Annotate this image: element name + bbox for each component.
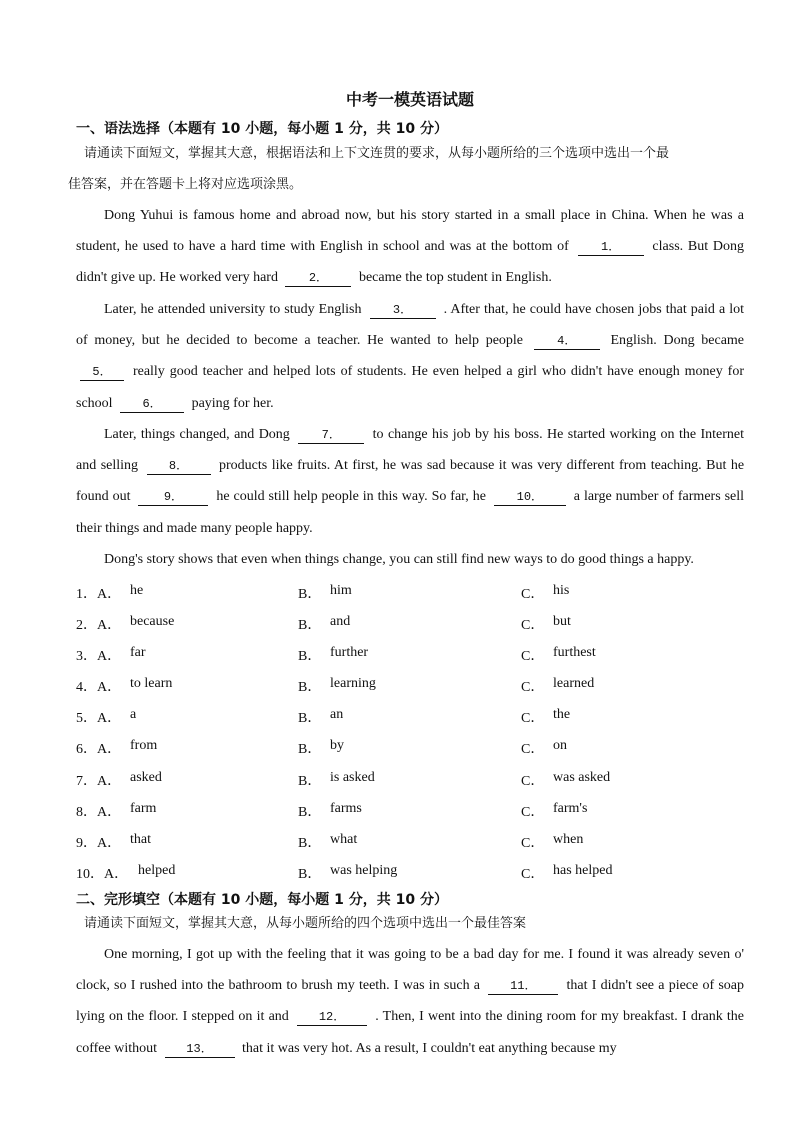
option-b[interactable]: an bbox=[330, 707, 344, 723]
passage-text: really good teacher and helped lots of students. He even helped a girl who didn't have enough money for school bbox=[76, 364, 745, 411]
option-a[interactable]: to learn bbox=[130, 676, 173, 692]
passage1-paragraph3 bbox=[76, 419, 744, 544]
question-number: 10．A． bbox=[76, 866, 129, 882]
passage-text: . Then, I went into the dining room for my breakfast. I drank the coffee without bbox=[76, 1009, 745, 1056]
option-b-label: B． bbox=[298, 618, 322, 634]
exam-title: 中考一模英语试题 bbox=[345, 90, 474, 109]
passage-text: . After that, he could have chosen jobs that paid a lot of money, but he decided to become a teacher. He wanted to help people bbox=[76, 302, 745, 349]
question-number: 7．A． bbox=[76, 773, 122, 789]
option-a[interactable]: he bbox=[130, 583, 144, 598]
option-a[interactable]: because bbox=[130, 614, 175, 630]
passage-text: to change his job by his boss. He started working on the Internet and selling bbox=[76, 427, 745, 474]
option-b-label: B． bbox=[298, 680, 322, 696]
option-b-label: B． bbox=[298, 711, 322, 727]
option-c[interactable]: furthest bbox=[553, 645, 596, 661]
option-a[interactable]: from bbox=[130, 738, 158, 754]
passage-text: became the top student in English. bbox=[358, 270, 552, 286]
question-number: 2．A． bbox=[76, 618, 122, 634]
option-row bbox=[76, 669, 744, 700]
option-b-label: B． bbox=[298, 773, 322, 789]
option-b[interactable]: further bbox=[330, 645, 369, 661]
passage-text: One morning, I got up with the feeling that it was going to be a bad day for me. I found it was already seven o' clock, so I rushed into the bathroom to brush my teeth. I was in such a bbox=[76, 947, 744, 994]
option-c-label: C． bbox=[521, 711, 545, 727]
option-a[interactable]: farm bbox=[130, 800, 157, 816]
option-a[interactable]: that bbox=[130, 831, 151, 847]
section2-heading: 二、完形填空（本题有 10 小题，每小题 1 分，共 10 分） bbox=[76, 892, 448, 908]
option-b[interactable]: farms bbox=[330, 800, 362, 816]
passage1-paragraph1 bbox=[76, 200, 744, 294]
option-row bbox=[76, 825, 744, 856]
question-number: 9．A． bbox=[76, 835, 122, 851]
option-b-label: B． bbox=[298, 587, 322, 602]
option-b-label: B． bbox=[298, 804, 322, 820]
option-b-label: B． bbox=[298, 742, 322, 758]
option-b[interactable]: is asked bbox=[330, 769, 375, 785]
passage-text: products like fruits. At first, he was sad because it was very different from teaching. But he found out bbox=[76, 458, 745, 505]
option-c-label: C． bbox=[521, 649, 545, 665]
passage2-paragraph1 bbox=[76, 939, 744, 1064]
option-row bbox=[76, 731, 744, 762]
option-b[interactable]: and bbox=[330, 614, 351, 630]
option-c-label: C． bbox=[521, 587, 545, 602]
blank-1[interactable]: 1． bbox=[578, 240, 644, 256]
question-number: 3．A． bbox=[76, 649, 122, 665]
option-c[interactable]: the bbox=[553, 707, 571, 723]
blank-5[interactable]: 5． bbox=[80, 365, 124, 381]
option-c-label: C． bbox=[521, 804, 545, 820]
blank-12[interactable]: 12． bbox=[297, 1010, 367, 1026]
question-number: 8．A． bbox=[76, 804, 122, 820]
passage-text: Dong Yuhui is famous home and abroad now, but his story started in a small place in China. When he was a student, he used to have a hard time with English in school and was at the bottom of bbox=[76, 208, 744, 255]
option-b-label: B． bbox=[298, 866, 322, 882]
option-c[interactable]: was asked bbox=[553, 769, 611, 785]
passage1-paragraph4 bbox=[76, 544, 744, 575]
option-c[interactable]: but bbox=[553, 614, 571, 630]
blank-11[interactable]: 11． bbox=[488, 979, 558, 995]
passage-text: that it was very hot. As a result, I couldn't eat anything because my bbox=[242, 1040, 617, 1056]
passage-text: class. But Dong didn't give up. He worked very hard bbox=[76, 239, 745, 286]
blank-7[interactable]: 7． bbox=[298, 428, 364, 444]
question-number: 5．A． bbox=[76, 711, 122, 727]
option-a[interactable]: a bbox=[130, 707, 137, 723]
option-row bbox=[76, 638, 744, 669]
option-c[interactable]: has helped bbox=[553, 862, 613, 878]
blank-13[interactable]: 13． bbox=[165, 1042, 235, 1058]
section1-instruction bbox=[68, 138, 744, 200]
option-c[interactable]: farm's bbox=[553, 800, 588, 816]
option-b-label: B． bbox=[298, 835, 322, 851]
option-row bbox=[76, 700, 744, 731]
option-row bbox=[76, 763, 744, 794]
blank-9[interactable]: 9． bbox=[138, 490, 208, 506]
options-list bbox=[76, 576, 744, 887]
option-a[interactable]: far bbox=[130, 645, 146, 661]
option-row bbox=[76, 794, 744, 825]
option-b[interactable]: him bbox=[330, 583, 352, 598]
passage-text: Dong's story shows that even when things change, you can still find new ways to do good things a happy. bbox=[104, 552, 694, 567]
option-row bbox=[76, 856, 744, 887]
option-c[interactable]: learned bbox=[553, 676, 595, 692]
option-row bbox=[76, 576, 744, 607]
passage-text: Later, things changed, and Dong bbox=[104, 427, 290, 442]
blank-6[interactable]: 6． bbox=[120, 397, 184, 413]
question-number: 4．A． bbox=[76, 680, 122, 696]
passage-text: English. Dong became bbox=[610, 333, 745, 349]
passage-text: paying for her. bbox=[191, 395, 274, 411]
option-b-label: B． bbox=[298, 649, 322, 665]
blank-3[interactable]: 3． bbox=[370, 303, 436, 319]
question-number: 1．A． bbox=[76, 587, 122, 602]
option-c[interactable]: when bbox=[553, 831, 584, 847]
option-row bbox=[76, 607, 744, 638]
option-c-label: C． bbox=[521, 835, 545, 851]
blank-10[interactable]: 10． bbox=[494, 490, 566, 506]
passage-text: a large number of farmers sell their things and made many people happy. bbox=[76, 489, 745, 536]
option-b[interactable]: what bbox=[330, 831, 358, 847]
option-b[interactable]: learning bbox=[330, 676, 376, 692]
section1-heading: 一、语法选择（本题有 10 小题，每小题 1 分，共 10 分） bbox=[76, 121, 448, 137]
passage-text: Later, he attended university to study English bbox=[104, 302, 362, 317]
passage-text: that I didn't see a piece of soap lying on the floor. I stepped on it and bbox=[76, 978, 745, 1025]
option-a[interactable]: asked bbox=[130, 769, 162, 785]
option-c-label: C． bbox=[521, 866, 545, 882]
section2-instruction: 请通读下面短文，掌握其大意，从每小题所给的四个选项中选出一个最佳答案 bbox=[84, 916, 527, 931]
passage1-paragraph2 bbox=[76, 294, 744, 419]
passage-text: he could still help people in this way. So far, he bbox=[216, 489, 486, 505]
option-c-label: C． bbox=[521, 680, 545, 696]
question-number: 6．A． bbox=[76, 742, 122, 758]
option-c-label: C． bbox=[521, 742, 545, 758]
blank-2[interactable]: 2． bbox=[285, 271, 351, 287]
option-b[interactable]: was helping bbox=[330, 862, 398, 878]
blank-4[interactable]: 4． bbox=[534, 334, 600, 350]
option-c-label: C． bbox=[521, 773, 545, 789]
section1-instruction-line1: 请通读下面短文，掌握其大意，根据语法和上下文连贯的要求，从每小题所给的三个选项中选出一个最 bbox=[84, 146, 670, 161]
option-c[interactable]: on bbox=[553, 738, 567, 754]
option-c[interactable]: his bbox=[553, 583, 570, 598]
section1-instruction-line2: 佳答案，并在答题卡上将对应选项涂黑。 bbox=[68, 177, 303, 192]
option-c-label: C． bbox=[521, 618, 545, 634]
option-b[interactable]: by bbox=[330, 738, 344, 754]
option-a[interactable]: helped bbox=[138, 862, 176, 878]
blank-8[interactable]: 8． bbox=[147, 459, 211, 475]
